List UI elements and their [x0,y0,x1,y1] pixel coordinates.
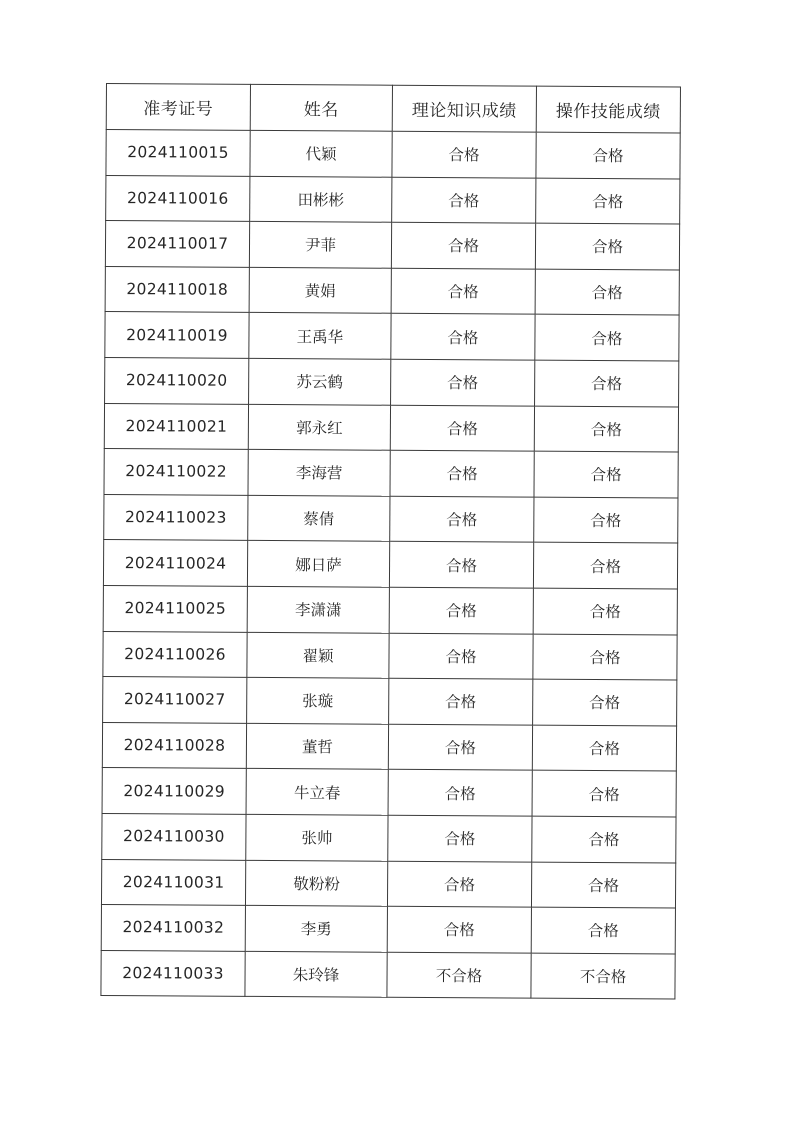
cell-theory-score: 合格 [388,724,532,770]
table-row [103,677,677,726]
cell-exam-id: 2024110019 [105,312,249,358]
cell-exam-id: 2024110021 [104,403,248,449]
cell-theory-score: 合格 [388,815,532,861]
cell-name: 苏云鹤 [249,358,391,404]
cell-name: 代颖 [250,130,392,176]
cell-exam-id: 2024110030 [102,813,246,859]
cell-skill-score: 合格 [533,588,677,634]
cell-skill-score: 合格 [535,269,679,315]
cell-theory-score: 合格 [389,678,533,724]
cell-skill-score: 合格 [535,315,679,361]
cell-theory-score: 合格 [388,770,532,816]
cell-name: 李勇 [245,905,387,951]
cell-skill-score: 合格 [533,679,677,725]
cell-theory-score: 合格 [387,906,531,952]
cell-theory-score: 合格 [387,861,531,907]
cell-name: 郭永红 [248,404,390,450]
cell-name: 黄娟 [249,267,391,313]
cell-exam-id: 2024110026 [103,631,247,677]
cell-skill-score: 合格 [532,725,676,771]
cell-exam-id: 2024110033 [101,950,245,996]
cell-exam-id: 2024110023 [104,494,248,540]
cell-name: 蔡倩 [248,495,390,541]
cell-exam-id: 2024110015 [106,130,250,176]
table-row [101,905,675,954]
cell-theory-score: 合格 [392,177,536,223]
cell-theory-score: 合格 [391,222,535,268]
table-row [103,585,677,634]
cell-exam-id: 2024110028 [102,722,246,768]
cell-name: 王禹华 [249,313,391,359]
cell-name: 李潇潇 [247,586,389,632]
table-row [106,130,680,179]
cell-exam-id: 2024110018 [105,266,249,312]
cell-skill-score: 合格 [536,178,680,224]
cell-name: 田彬彬 [250,176,392,222]
cell-theory-score: 合格 [390,450,534,496]
cell-exam-id: 2024110024 [103,540,247,586]
cell-theory-score: 合格 [391,268,535,314]
cell-skill-score: 合格 [534,497,678,543]
exam-results-table [100,83,681,1000]
cell-name: 牛立春 [246,769,388,815]
table-body [101,130,680,1000]
cell-exam-id: 2024110020 [105,357,249,403]
cell-exam-id: 2024110017 [105,221,249,267]
cell-exam-id: 2024110025 [103,585,247,631]
header-name: 姓名 [250,84,392,131]
table-row [105,357,679,406]
cell-exam-id: 2024110027 [103,677,247,723]
cell-skill-score: 合格 [536,132,680,178]
table-row [103,540,677,589]
cell-name: 朱玲锋 [245,951,387,997]
cell-name: 董哲 [246,723,388,769]
cell-skill-score: 合格 [535,360,679,406]
cell-theory-score: 合格 [392,131,536,177]
table-row [104,403,678,452]
cell-skill-score: 合格 [534,406,678,452]
cell-theory-score: 合格 [390,405,534,451]
cell-theory-score: 合格 [389,542,533,588]
cell-name: 敬粉粉 [245,860,387,906]
cell-theory-score: 合格 [389,587,533,633]
cell-name: 尹菲 [249,222,391,268]
cell-exam-id: 2024110029 [102,768,246,814]
table-row [102,813,676,862]
cell-theory-score: 合格 [391,359,535,405]
table-row [101,859,675,908]
cell-exam-id: 2024110016 [106,175,250,221]
cell-skill-score: 合格 [534,451,678,497]
cell-theory-score: 合格 [389,633,533,679]
cell-name: 张璇 [247,677,389,723]
table-row [104,494,678,543]
cell-exam-id: 2024110032 [101,905,245,951]
header-skill-score: 操作技能成绩 [536,86,680,133]
table-row [105,266,679,315]
header-row [106,84,680,134]
cell-skill-score: 合格 [531,862,675,908]
cell-name: 娜日萨 [247,541,389,587]
cell-exam-id: 2024110022 [104,449,248,495]
cell-name: 翟颖 [247,632,389,678]
table-row [105,312,679,361]
cell-skill-score: 合格 [533,542,677,588]
header-theory-score: 理论知识成绩 [392,85,536,132]
cell-theory-score: 合格 [390,496,534,542]
cell-skill-score: 合格 [532,770,676,816]
table-header [106,84,680,134]
cell-theory-score: 不合格 [387,952,531,998]
cell-skill-score: 不合格 [531,953,675,999]
table-row [103,631,677,680]
cell-skill-score: 合格 [533,634,677,680]
cell-skill-score: 合格 [535,223,679,269]
table-row [102,722,676,771]
cell-theory-score: 合格 [391,314,535,360]
cell-name: 张帅 [246,814,388,860]
table-row [105,221,679,270]
table-row [106,175,680,224]
table-row [104,449,678,498]
header-exam-id: 准考证号 [106,84,250,131]
table-row [102,768,676,817]
table-row [101,950,675,999]
cell-skill-score: 合格 [532,816,676,862]
cell-name: 李海营 [248,450,390,496]
cell-skill-score: 合格 [531,907,675,953]
cell-exam-id: 2024110031 [101,859,245,905]
